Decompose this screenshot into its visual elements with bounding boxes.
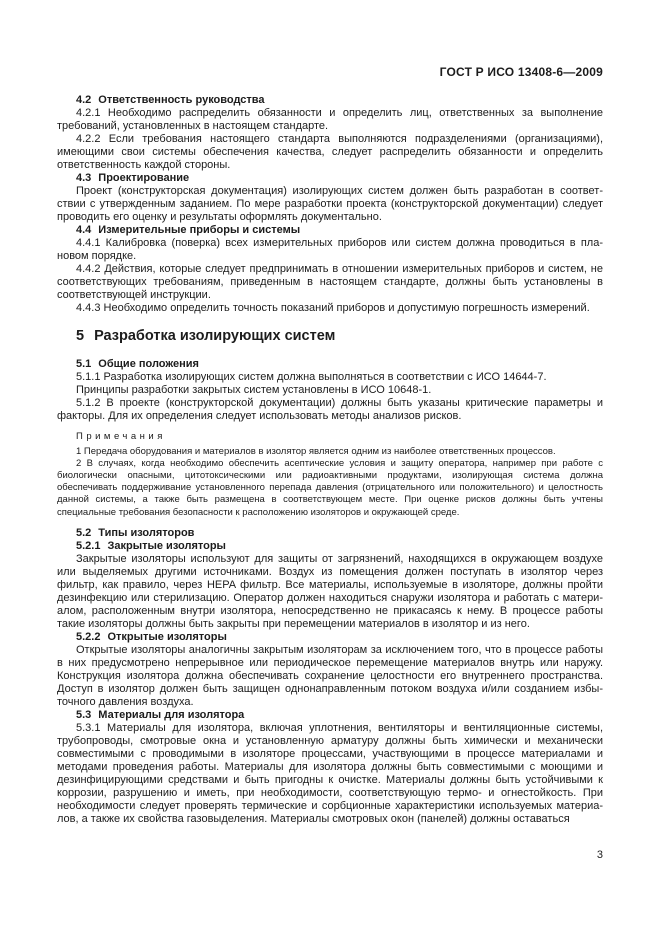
paragraph-4-4-3: 4.4.3 Необходимо определить точность показаний приборов и допустимую погрешность измерений. bbox=[76, 302, 590, 314]
heading-5-2 bbox=[57, 527, 603, 540]
paragraph-4-4-1: 4.4.1 Калибровка (поверка) всех измерительных приборов или систем должна проводиться в плановом порядке. bbox=[57, 237, 603, 262]
heading-5-2-2 bbox=[57, 631, 603, 644]
running-header-standard-code: ГОСТ Р ИСО 13408-6—2009 bbox=[439, 65, 603, 79]
clause-number: 4.4 bbox=[76, 224, 92, 236]
paragraph-4-4-2: 4.4.2 Действия, которые следует предпринимать в отношении измерительных приборов и систем, не соответствующих требованиям, приведенным в настоящем стандарте, должны быть установлены в соответствующей инструкции. bbox=[57, 263, 603, 301]
clause-number: 5.3 bbox=[76, 708, 92, 721]
clause-number: 5.1 bbox=[76, 358, 92, 370]
clause-number: 5.2 bbox=[76, 526, 92, 539]
clause-title: Общие положения bbox=[98, 358, 199, 370]
clause-number: 5.2.1 bbox=[76, 539, 101, 552]
clause-title: Типы изоляторов bbox=[98, 526, 195, 539]
heading-4-2 bbox=[57, 94, 603, 107]
heading-5-1 bbox=[57, 358, 603, 371]
section-title: Разработка изолирующих систем bbox=[94, 328, 336, 344]
paragraph-5-2-1: Закрытые изоляторы используют для защиты от загрязнений, находящихся в окружающем воздухе или выделяемых другими источниками. Воздух из помещения должен поступать в изолятор через фильтр, как правило, через HEPA фильтр. Все материалы, используемые в изоляторе, должны пройти дезинфекцию или стерилизацию. Оператор должен находиться снаружи изолятора и работать с материалом, расположенным внутри изолятора, непосредственно не прикасаясь к нему. В процессе работы такие изоляторы должны быть закрыты при перемещении материалов в изолятор и из него. bbox=[57, 552, 603, 630]
heading-4-3 bbox=[57, 172, 603, 185]
clause-number: 4.3 bbox=[76, 172, 92, 184]
paragraph-4-3: Проект (конструкторская документация) изолирующих систем должен быть разработан в соответствии с утвержденным заданием. По мере разработки проекта (конструкторской документации) следует проводить его оценку и результаты оформлять документально. bbox=[57, 185, 603, 223]
paragraph-5-1-2: 5.1.2 В проекте (конструкторской документации) должны быть указаны критические параметры и факторы. Для их определения следует использовать методы анализов рисков. bbox=[57, 397, 603, 422]
paragraph-5-2-2: Открытые изоляторы аналогичны закрытым изоляторам за исключением того, что в процессе работы в них предусмотрено непрерывное или периодическое перемещение материалов внутрь или наружу. Конструкция изолятора должна обеспечивать сохранение целостности его внутреннего пространства. Доступ в изолятор должен быть защищен однонаправленным потоком воздуха и/или созданием избыточного давления воздуха. bbox=[57, 643, 603, 708]
clause-title: Ответственность руководства bbox=[98, 94, 265, 106]
clause-title: Измерительные приборы и системы bbox=[98, 224, 301, 236]
clause-number: 5.2.2 bbox=[76, 630, 101, 643]
paragraph-5-3-1: 5.3.1 Материалы для изолятора, включая уплотнения, вентиляторы и вентиляционные системы, трубопроводы, смотровые окна и установленную арматуру должны быть химически и механически совместимыми с проводимыми в изоляторе процессами, участвующими в процессе материалами и методами проведения работы. Материалы для изолятора должны быть совместимыми с моющими и дезинфицирующими средствами и быть пригодны к очистке. Материалы должны быть устойчивыми к коррозии, разрушению и иметь, при необходимости, соответствующую термо- и огнестойкость. При необходимости следует проверять термические и сорбционные характеристики используемых материалов, а также их свойства газовыделения. Материалы смотровых окон (панелей) должны оставаться bbox=[57, 721, 603, 825]
clause-number: 4.2 bbox=[76, 94, 92, 106]
paragraph-5-1-1: 5.1.1 Разработка изолирующих систем должна выполняться в соответствии с ИСО 14644-7. bbox=[76, 371, 547, 383]
heading-4-4 bbox=[57, 224, 603, 237]
heading-5-2-1 bbox=[57, 540, 603, 553]
note-2: 2 В случаях, когда необходимо обеспечить асептические условия и защиту оператора, например при работе с биологически опасными, цитотоксическими или радиоактивными продуктами, изолирующая система должна обеспечивать поддерживание установленного перепада давления (отрицательного или положительного) и целостность данной системы, а также быть размещена в соответствующем месте. При оценке рисков должны быть учтены специальные требования безопасности к расположению изоляторов и окружающей среде. bbox=[57, 458, 603, 518]
clause-title: Материалы для изолятора bbox=[98, 708, 245, 721]
paragraph-5-1-1-note: Принципы разработки закрытых систем установлены в ИСО 10648-1. bbox=[76, 384, 432, 396]
paragraph-4-2-2: 4.2.2 Если требования настоящего стандарта выполняются подразделениями (организациями), имеющими свои системы обеспечения качества, следует распределить обязанности и определить ответственность каждой стороны. bbox=[57, 133, 603, 171]
paragraph-4-2-1: 4.2.1 Необходимо распределить обязанности и определить лиц, ответственных за выполнение требований, установленных в настоящем стандарте. bbox=[57, 107, 603, 132]
section-number: 5 bbox=[76, 328, 85, 344]
note-1: 1 Передача оборудования и материалов в изолятор является одним из наиболее ответственных процессов. bbox=[76, 446, 556, 458]
section-heading-5 bbox=[57, 327, 603, 345]
page-number: 3 bbox=[596, 849, 603, 861]
clause-title: Открытые изоляторы bbox=[107, 630, 227, 643]
clause-title: Закрытые изоляторы bbox=[107, 539, 226, 552]
document-body bbox=[57, 94, 603, 826]
notes-label: Примечания bbox=[76, 431, 166, 442]
heading-5-3 bbox=[57, 709, 603, 722]
clause-title: Проектирование bbox=[98, 172, 190, 184]
